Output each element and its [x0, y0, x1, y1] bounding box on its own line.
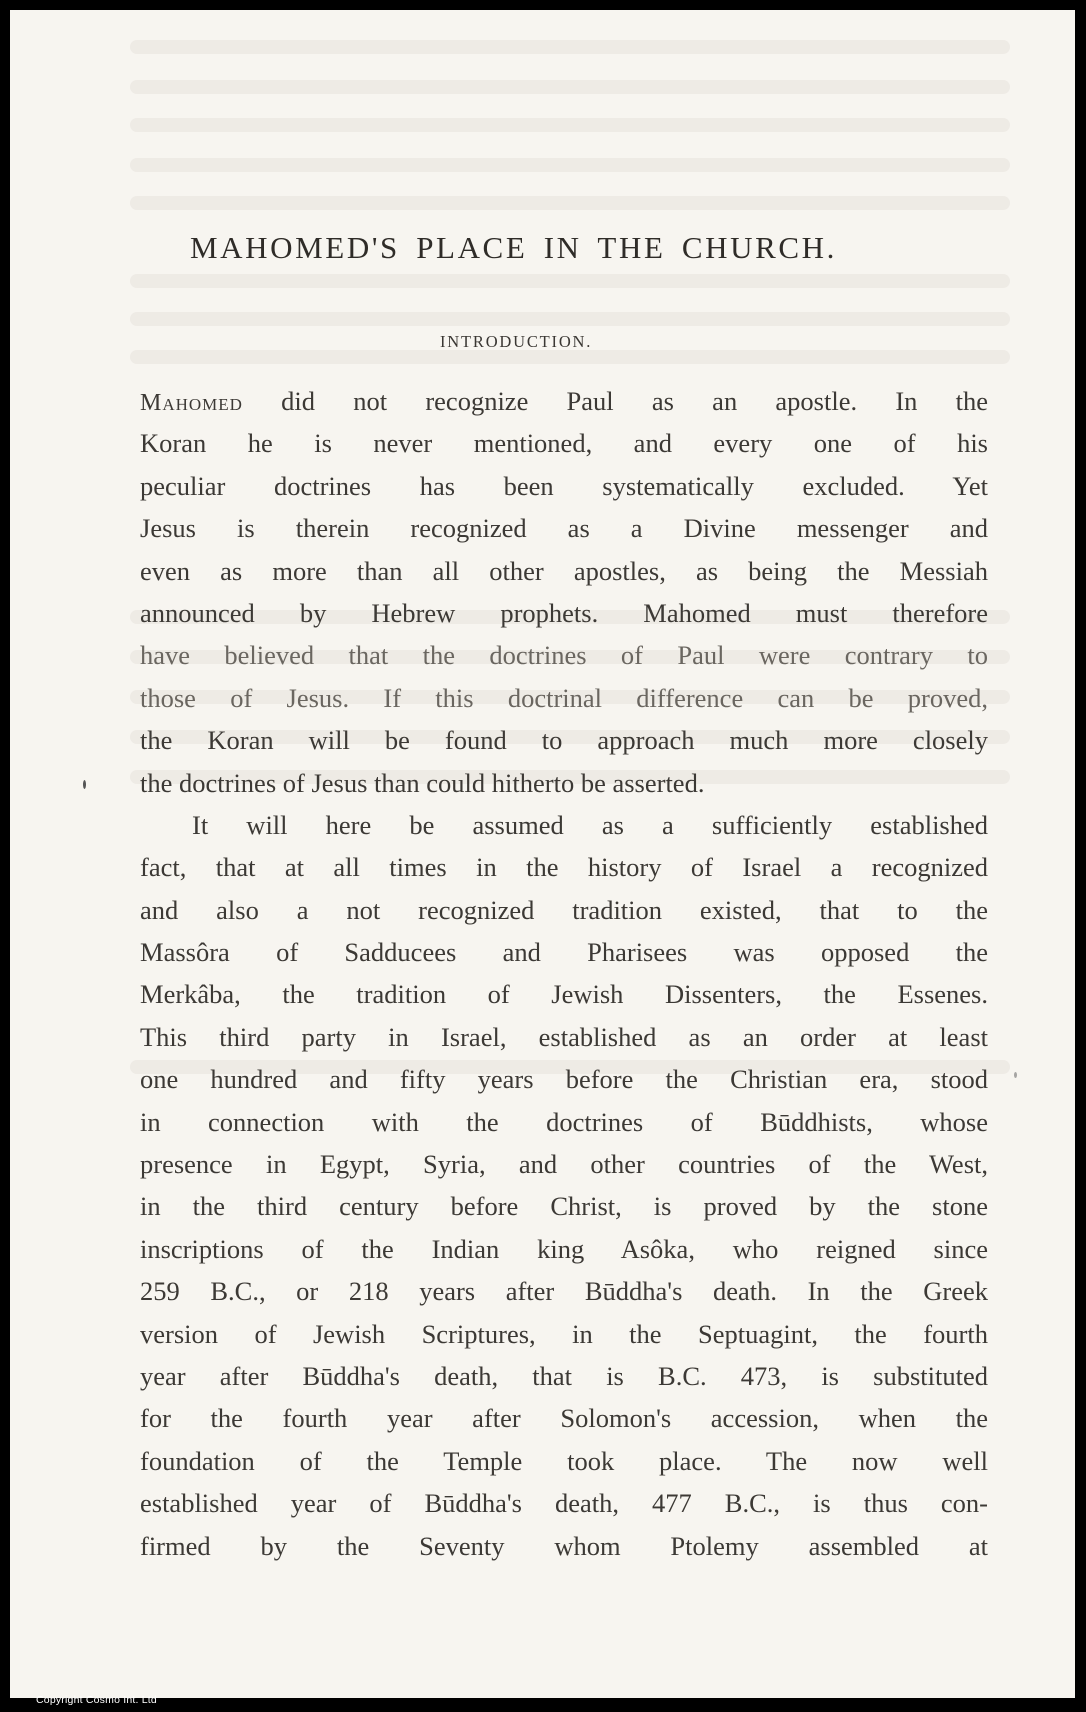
- text-line: those of Jesus. If this doctrinal difference can be proved,: [140, 682, 988, 713]
- paper-speck: [1014, 1072, 1017, 1078]
- text-line: and also a not recognized tradition existed, that to the: [140, 894, 988, 925]
- text-line: Jesus is therein recognized as a Divine messenger and: [140, 513, 988, 544]
- drop-word: Mahomed: [140, 390, 243, 416]
- text-line: presence in Egypt, Syria, and other countries of the West,: [140, 1149, 988, 1180]
- text-line: announced by Hebrew prophets. Mahomed must therefore: [140, 597, 988, 628]
- text-line: the doctrines of Jesus than could hitherto be asserted.: [140, 767, 705, 798]
- text-line: Massôra of Sadducees and Pharisees was opposed the: [140, 937, 988, 968]
- text-line: This third party in Israel, established as an order at least: [140, 1021, 988, 1052]
- text-line: Koran he is never mentioned, and every one of his: [140, 428, 988, 459]
- text-line: It will here be assumed as a sufficiently established: [192, 809, 988, 840]
- text-line: in the third century before Christ, is proved by the stone: [140, 1191, 988, 1222]
- text-line: firmed by the Seventy whom Ptolemy assembled at: [140, 1530, 988, 1561]
- text-line: fact, that at all times in the history of Israel a recognized: [140, 852, 988, 883]
- text-line: Mahomed did not recognize Paul as an apostle. In the: [140, 386, 988, 416]
- body-text: [140, 380, 988, 1567]
- text-line: version of Jewish Scriptures, in the Septuagint, the fourth: [140, 1318, 988, 1349]
- section-heading: INTRODUCTION.: [440, 332, 593, 351]
- paper-speck: [83, 780, 86, 789]
- text-line: one hundred and fifty years before the Christian era, stood: [140, 1064, 988, 1095]
- text-line: for the fourth year after Solomon's accession, when the: [140, 1403, 988, 1434]
- text-line: Merkâba, the tradition of Jewish Dissenters, the Essenes.: [140, 979, 988, 1010]
- page-title: MAHOMED'S PLACE IN THE CHURCH.: [190, 230, 837, 265]
- copyright-footer: Copyright Cosmo Int. Ltd: [36, 1694, 157, 1706]
- text-line: inscriptions of the Indian king Asôka, who reigned since: [140, 1233, 988, 1264]
- text-line: have believed that the doctrines of Paul were contrary to: [140, 640, 988, 671]
- text-line: peculiar doctrines has been systematically excluded. Yet: [140, 470, 988, 501]
- text-line: foundation of the Temple took place. The now well: [140, 1445, 988, 1476]
- text-line: established year of Būddha's death, 477 B.C., is thus con-: [140, 1488, 988, 1519]
- text-line: the Koran will be found to approach much more closely: [140, 725, 988, 756]
- text-line: 259 B.C., or 218 years after Būddha's death. In the Greek: [140, 1276, 988, 1307]
- document-page: [140, 0, 988, 1712]
- text-line: in connection with the doctrines of Būddhists, whose: [140, 1106, 988, 1137]
- text-line: even as more than all other apostles, as being the Messiah: [140, 555, 988, 586]
- text-line: year after Būddha's death, that is B.C. 473, is substituted: [140, 1360, 988, 1391]
